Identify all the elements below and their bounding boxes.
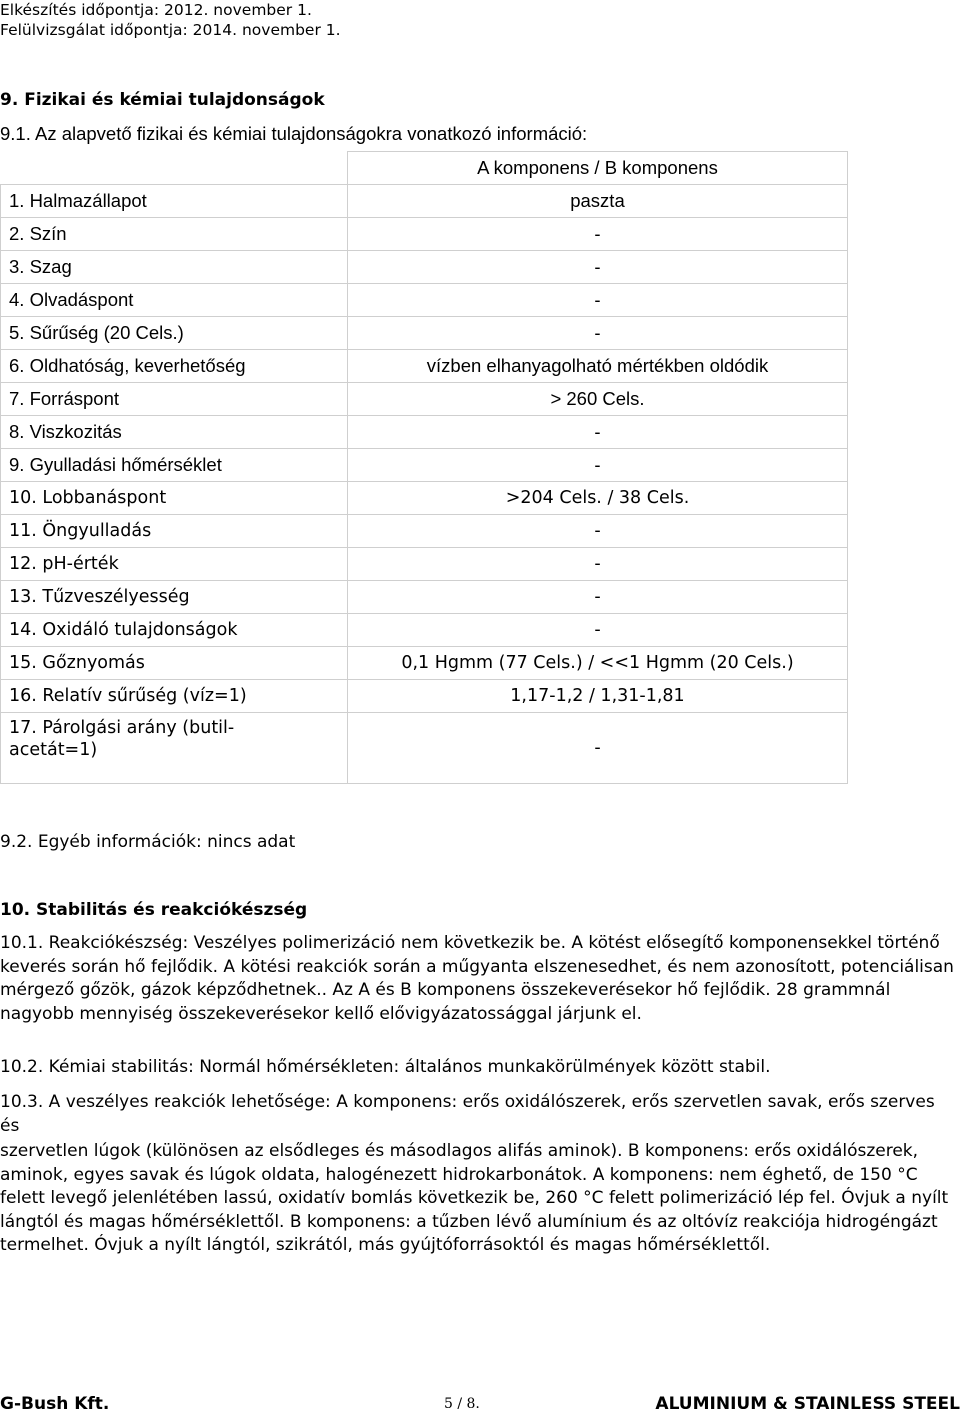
- table-row: [1, 284, 848, 317]
- paragraph-10-3a: 10.3. A veszélyes reakciók lehetősége: A komponens: erős oxidálószerek, erős szervetlen savak, erős szerves és: [0, 1092, 935, 1136]
- property-label: 16. Relatív sűrűség (víz=1): [1, 680, 348, 713]
- table-row: [1, 416, 848, 449]
- property-value: >204 Cels. / 38 Cels.: [348, 482, 848, 515]
- properties-table: [0, 151, 848, 784]
- property-value: -: [348, 449, 848, 482]
- paragraph-10-2: 10.2. Kémiai stabilitás: Normál hőmérsékleten: általános munkakörülmények között stabil.: [0, 1057, 771, 1077]
- property-value: -: [348, 284, 848, 317]
- page-number: 5 / 8.: [444, 1396, 480, 1412]
- property-value: -: [348, 317, 848, 350]
- table-row: [1, 185, 848, 218]
- property-label: 8. Viszkozitás: [1, 416, 348, 449]
- property-value: -: [348, 581, 848, 614]
- property-label-line: 17. Párolgási arány (butil-: [9, 718, 235, 738]
- table-row: [1, 350, 848, 383]
- table-row: [1, 383, 848, 416]
- table-header: A komponens / B komponens: [348, 152, 848, 185]
- table-row: [1, 581, 848, 614]
- table-row: [1, 614, 848, 647]
- property-label: 3. Szag: [1, 251, 348, 284]
- property-value: -: [348, 713, 848, 784]
- property-label: 7. Forráspont: [1, 383, 348, 416]
- paragraph-10-1: 10.1. Reakciókészség: Veszélyes polimerizáció nem következik be. A kötést elősegítő komponensekkel történő keverés során hő fejlődik. A kötési reakciók során a műgyanta elszenesedhet, és nem azonosított, potenciálisan mérgező gőzök, gázok képződhetnek.. Az A és B komponens összekeverésekor hő fejlődik. 28 grammnál nagyobb mennyiség összekeverésekor kellő elővigyázatossággal járjunk el.: [0, 933, 954, 1024]
- property-label: 6. Oldhatóság, keverhetőség: [1, 350, 348, 383]
- property-label: 9. Gyulladási hőmérséklet: [1, 449, 348, 482]
- property-value: > 260 Cels.: [348, 383, 848, 416]
- created-date: Elkészítés időpontja: 2012. november 1.: [0, 1, 312, 19]
- property-value: -: [348, 614, 848, 647]
- table-row: [1, 449, 848, 482]
- section-10-title: 10. Stabilitás és reakciókészség: [0, 900, 308, 920]
- property-label: 2. Szín: [1, 218, 348, 251]
- property-label: 10. Lobbanáspont: [1, 482, 348, 515]
- property-value: -: [348, 548, 848, 581]
- table-row: [1, 515, 848, 548]
- table-header-row: [1, 152, 848, 185]
- property-value: -: [348, 416, 848, 449]
- property-label: 5. Sűrűség (20 Cels.): [1, 317, 348, 350]
- property-value: -: [348, 515, 848, 548]
- property-label-line: acetát=1): [9, 740, 98, 760]
- property-value: -: [348, 251, 848, 284]
- property-value: 1,17-1,2 / 1,31-1,81: [348, 680, 848, 713]
- property-label: 13. Tűzveszélyesség: [1, 581, 348, 614]
- page-footer: [0, 1394, 960, 1416]
- table-row: [1, 251, 848, 284]
- property-value: 0,1 Hgmm (77 Cels.) / <<1 Hgmm (20 Cels.): [348, 647, 848, 680]
- property-value: vízben elhanyagolható mértékben oldódik: [348, 350, 848, 383]
- table-row: [1, 218, 848, 251]
- table-row: [1, 680, 848, 713]
- property-label: 11. Öngyulladás: [1, 515, 348, 548]
- section-9-2: 9.2. Egyéb információk: nincs adat: [0, 832, 296, 852]
- company-name: G-Bush Kft.: [0, 1394, 110, 1414]
- paragraph-10-3b: szervetlen lúgok (különösen az elsődleges és másodlagos alifás aminok). B komponens: erős oxidálószerek, aminok, egyes savak és lúgok oldata, halogénezett hidrokarbonátok. A komponens: nem éghető, de 150 °C felett levegő jelenlétében lassú, oxidatív bomlás következik be, 260 °C felett polimerizáció lép fel. Óvjuk a nyílt lángtól és magas hőmérséklettől. B komponens: a tűzben lévő alumínium és az oltóvíz reakciója hidrogéngázt termelhet. Óvjuk a nyílt lángtól, szikrától, más gyújtóforrásoktól és magas hőmérséklettől.: [0, 1141, 949, 1255]
- revised-date: Felülvizsgálat időpontja: 2014. november 1.: [0, 21, 341, 39]
- property-value: -: [348, 218, 848, 251]
- property-label: 12. pH-érték: [1, 548, 348, 581]
- property-label: 1. Halmazállapot: [1, 185, 348, 218]
- section-9-1-heading: 9.1. Az alapvető fizikai és kémiai tulajdonságokra vonatkozó információ:: [0, 123, 588, 144]
- table-row: [1, 647, 848, 680]
- product-name: ALUMINIUM & STAINLESS STEEL: [655, 1394, 960, 1414]
- document-header: [0, 0, 341, 40]
- table-row: [1, 713, 848, 784]
- property-label: [1, 713, 348, 784]
- property-label: 14. Oxidáló tulajdonságok: [1, 614, 348, 647]
- property-value: paszta: [348, 185, 848, 218]
- property-label: 4. Olvadáspont: [1, 284, 348, 317]
- table-row: [1, 482, 848, 515]
- property-label: 15. Gőznyomás: [1, 647, 348, 680]
- table-row: [1, 548, 848, 581]
- table-row: [1, 317, 848, 350]
- section-9-title: 9. Fizikai és kémiai tulajdonságok: [0, 90, 325, 110]
